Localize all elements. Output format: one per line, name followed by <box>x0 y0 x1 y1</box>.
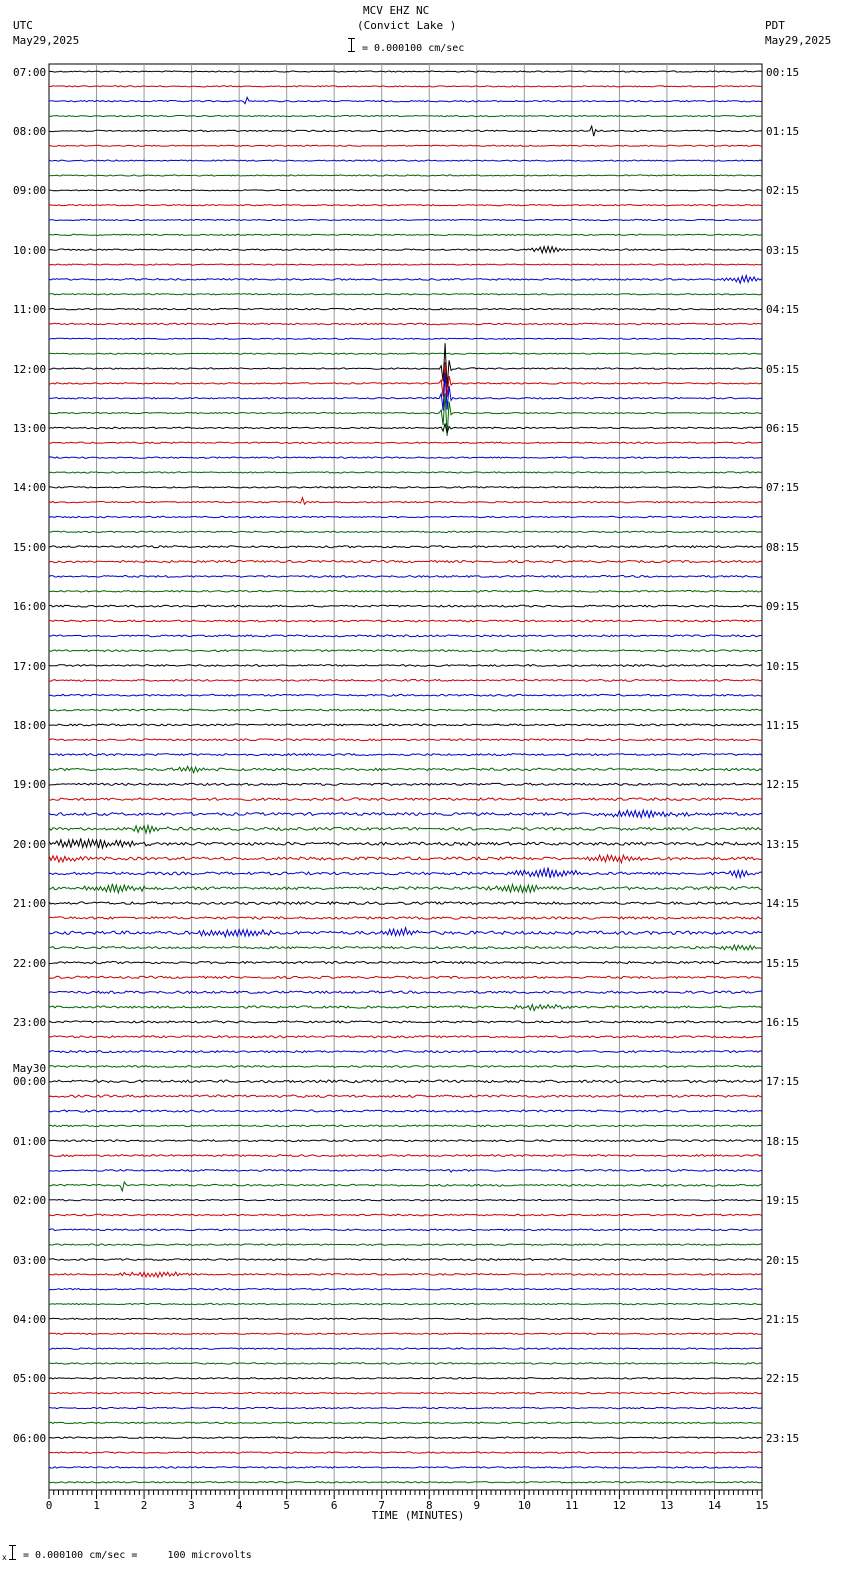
trace-44 <box>49 724 762 726</box>
pdt-hour-label: 05:15 <box>766 362 800 376</box>
trace-3 <box>49 116 762 117</box>
trace-87 <box>49 1363 762 1364</box>
utc-hour-label: 07:00 <box>13 65 47 79</box>
pdt-hour-label: 16:15 <box>766 1015 800 1029</box>
trace-74 <box>49 1170 762 1173</box>
pdt-hour-label: 12:15 <box>766 778 800 792</box>
utc-hour-label: 14:00 <box>13 481 47 495</box>
trace-32 <box>49 546 762 548</box>
trace-10 <box>49 219 762 220</box>
pdt-hour-label: 11:15 <box>766 718 800 732</box>
x-tick-label: 11 <box>565 1499 579 1512</box>
utc-hour-label: 22:00 <box>13 956 47 970</box>
utc-hour-label: 08:00 <box>13 124 47 138</box>
utc-hour-label: 04:00 <box>13 1312 47 1326</box>
trace-72 <box>49 1140 762 1142</box>
pdt-hour-label: 22:15 <box>766 1372 800 1386</box>
pdt-hour-label: 23:15 <box>766 1431 800 1445</box>
trace-94 <box>49 1467 762 1468</box>
x-tick-label: 1 <box>93 1499 100 1512</box>
x-tick-label: 4 <box>235 1499 243 1512</box>
trace-13 <box>49 264 762 265</box>
pdt-hour-label: 17:15 <box>766 1075 800 1089</box>
station-title: MCV EHZ NC <box>363 4 430 17</box>
x-tick-label: 0 <box>45 1499 53 1512</box>
pdt-hour-label: 14:15 <box>766 897 800 911</box>
trace-55 <box>49 884 762 893</box>
pdt-hour-label: 13:15 <box>766 837 800 851</box>
pdt-hour-label: 01:15 <box>766 124 800 138</box>
trace-56 <box>49 902 762 905</box>
trace-25 <box>49 442 762 443</box>
trace-70 <box>49 1110 762 1112</box>
pdt-hour-label: 21:15 <box>766 1312 800 1326</box>
trace-28 <box>49 487 762 488</box>
x-tick-label: 7 <box>378 1499 386 1512</box>
trace-26 <box>49 457 762 458</box>
utc-hour-label: 10:00 <box>13 243 47 257</box>
pdt-hour-label: 10:15 <box>766 659 800 673</box>
trace-2 <box>49 97 762 103</box>
trace-50 <box>49 810 762 818</box>
trace-6 <box>49 160 762 161</box>
pdt-hour-label: 19:15 <box>766 1194 800 1208</box>
x-axis-label: TIME (MINUTES) <box>371 1509 465 1522</box>
trace-31 <box>49 531 762 532</box>
trace-38 <box>49 635 762 637</box>
utc-hour-label: 17:00 <box>13 659 47 673</box>
trace-45 <box>49 739 762 741</box>
trace-42 <box>49 694 762 696</box>
trace-18 <box>49 338 762 339</box>
trace-9 <box>49 205 762 206</box>
trace-20 <box>49 343 762 387</box>
pdt-hour-label: 06:15 <box>766 421 800 435</box>
x-tick-label: 8 <box>425 1499 433 1512</box>
utc-hour-label: 05:00 <box>13 1372 47 1386</box>
trace-95 <box>49 1482 762 1483</box>
x-tick-label: 3 <box>188 1499 195 1512</box>
trace-65 <box>49 1036 762 1038</box>
utc-hour-label: 06:00 <box>13 1431 47 1445</box>
station-location: (Convict Lake ) <box>357 19 457 32</box>
trace-12 <box>49 247 762 253</box>
trace-17 <box>49 323 762 325</box>
utc-hour-label: 01:00 <box>13 1134 47 1148</box>
scale-label: = 0.000100 cm/sec <box>362 43 465 54</box>
seismic-traces <box>49 71 762 1483</box>
trace-43 <box>49 709 762 711</box>
trace-86 <box>49 1348 762 1349</box>
x-tick-label: 14 <box>707 1499 722 1512</box>
utc-hour-label: 23:00 <box>13 1015 47 1029</box>
left-date: May29,2025 <box>13 34 80 47</box>
trace-41 <box>49 680 762 682</box>
trace-67 <box>49 1066 762 1068</box>
trace-35 <box>49 591 762 593</box>
pdt-hour-label: 04:15 <box>766 303 800 317</box>
trace-33 <box>49 561 762 563</box>
trace-79 <box>49 1244 762 1245</box>
plot-grid <box>49 64 762 1490</box>
trace-34 <box>49 576 762 578</box>
pdt-hour-label: 02:15 <box>766 184 800 198</box>
pdt-hour-label: 20:15 <box>766 1253 800 1267</box>
x-tick-label: 2 <box>140 1499 148 1512</box>
trace-30 <box>49 516 762 517</box>
trace-62 <box>49 991 762 993</box>
trace-84 <box>49 1318 762 1319</box>
x-tick-label: 15 <box>755 1499 769 1512</box>
trace-64 <box>49 1021 762 1023</box>
utc-hour-label: 12:00 <box>13 362 47 376</box>
trace-4 <box>49 126 762 136</box>
pdt-hour-label: 03:15 <box>766 243 800 257</box>
trace-1 <box>49 86 762 87</box>
trace-0 <box>49 71 762 72</box>
trace-88 <box>49 1378 762 1379</box>
trace-14 <box>49 275 762 283</box>
trace-51 <box>49 825 762 833</box>
trace-69 <box>49 1095 762 1097</box>
trace-83 <box>49 1303 762 1304</box>
utc-hour-label: 19:00 <box>13 778 47 792</box>
trace-5 <box>49 145 762 146</box>
trace-75 <box>49 1182 762 1191</box>
trace-78 <box>49 1229 762 1231</box>
pdt-hour-label: 00:15 <box>766 65 800 79</box>
x-tick-label: 10 <box>517 1499 531 1512</box>
trace-59 <box>49 945 762 950</box>
trace-24 <box>49 424 762 434</box>
footer-scale-note: = 0.000100 cm/sec = 100 microvolts <box>23 1550 252 1561</box>
pdt-hour-label: 08:15 <box>766 540 800 554</box>
trace-8 <box>49 190 762 191</box>
trace-7 <box>49 175 762 176</box>
trace-92 <box>49 1437 762 1438</box>
trace-85 <box>49 1333 762 1334</box>
trace-21 <box>49 362 762 397</box>
trace-57 <box>49 917 762 919</box>
utc-hour-label: 18:00 <box>13 718 47 732</box>
trace-27 <box>49 472 762 473</box>
trace-47 <box>49 766 762 773</box>
date-change-label: May30 <box>13 1062 47 1075</box>
utc-hour-label: 09:00 <box>13 184 47 198</box>
trace-73 <box>49 1155 762 1157</box>
plot-frame <box>49 64 762 1490</box>
trace-52 <box>49 838 762 848</box>
trace-61 <box>49 976 762 978</box>
trace-36 <box>49 605 762 607</box>
x-tick-label: 6 <box>330 1499 338 1512</box>
right-date: May29,2025 <box>765 34 832 47</box>
trace-66 <box>49 1051 762 1053</box>
trace-53 <box>49 855 762 863</box>
footer-scale-icon: x <box>2 1545 16 1561</box>
trace-40 <box>49 665 762 667</box>
trace-71 <box>49 1125 762 1127</box>
right-timezone: PDT <box>765 19 785 32</box>
utc-hour-label: 02:00 <box>13 1194 47 1208</box>
trace-81 <box>49 1272 762 1277</box>
trace-16 <box>49 308 762 309</box>
trace-19 <box>49 353 762 354</box>
trace-89 <box>49 1393 762 1394</box>
x-tick-label: 5 <box>283 1499 290 1512</box>
left-timezone: UTC <box>13 19 33 32</box>
utc-hour-label: 00:00 <box>13 1075 47 1089</box>
trace-58 <box>49 928 762 937</box>
trace-68 <box>49 1080 762 1083</box>
utc-hour-label: 20:00 <box>13 837 47 851</box>
pdt-hour-label: 15:15 <box>766 956 800 970</box>
trace-80 <box>49 1259 762 1261</box>
trace-15 <box>49 294 762 295</box>
utc-hour-label: 03:00 <box>13 1253 47 1267</box>
trace-77 <box>49 1214 762 1216</box>
trace-90 <box>49 1407 762 1408</box>
trace-29 <box>49 498 762 505</box>
x-tick-label: 9 <box>473 1499 481 1512</box>
pdt-hour-label: 09:15 <box>766 600 800 614</box>
trace-60 <box>49 961 762 963</box>
trace-11 <box>49 234 762 235</box>
trace-91 <box>49 1422 762 1423</box>
pdt-hour-label: 18:15 <box>766 1134 800 1148</box>
trace-48 <box>49 783 762 785</box>
utc-hour-label: 21:00 <box>13 897 47 911</box>
utc-hour-label: 13:00 <box>13 421 47 435</box>
pdt-hour-label: 07:15 <box>766 481 800 495</box>
trace-76 <box>49 1199 762 1200</box>
trace-22 <box>49 373 762 411</box>
trace-37 <box>49 620 762 622</box>
trace-46 <box>49 754 762 756</box>
utc-hour-label: 11:00 <box>13 303 47 317</box>
trace-49 <box>49 798 762 801</box>
x-tick-label: 13 <box>660 1499 674 1512</box>
trace-63 <box>49 1004 762 1010</box>
trace-23 <box>49 393 762 436</box>
utc-hour-label: 16:00 <box>13 600 47 614</box>
trace-39 <box>49 650 762 652</box>
trace-82 <box>49 1289 762 1290</box>
trace-93 <box>49 1452 762 1453</box>
trace-54 <box>49 868 762 879</box>
utc-hour-label: 15:00 <box>13 540 47 554</box>
x-tick-label: 12 <box>612 1499 627 1512</box>
